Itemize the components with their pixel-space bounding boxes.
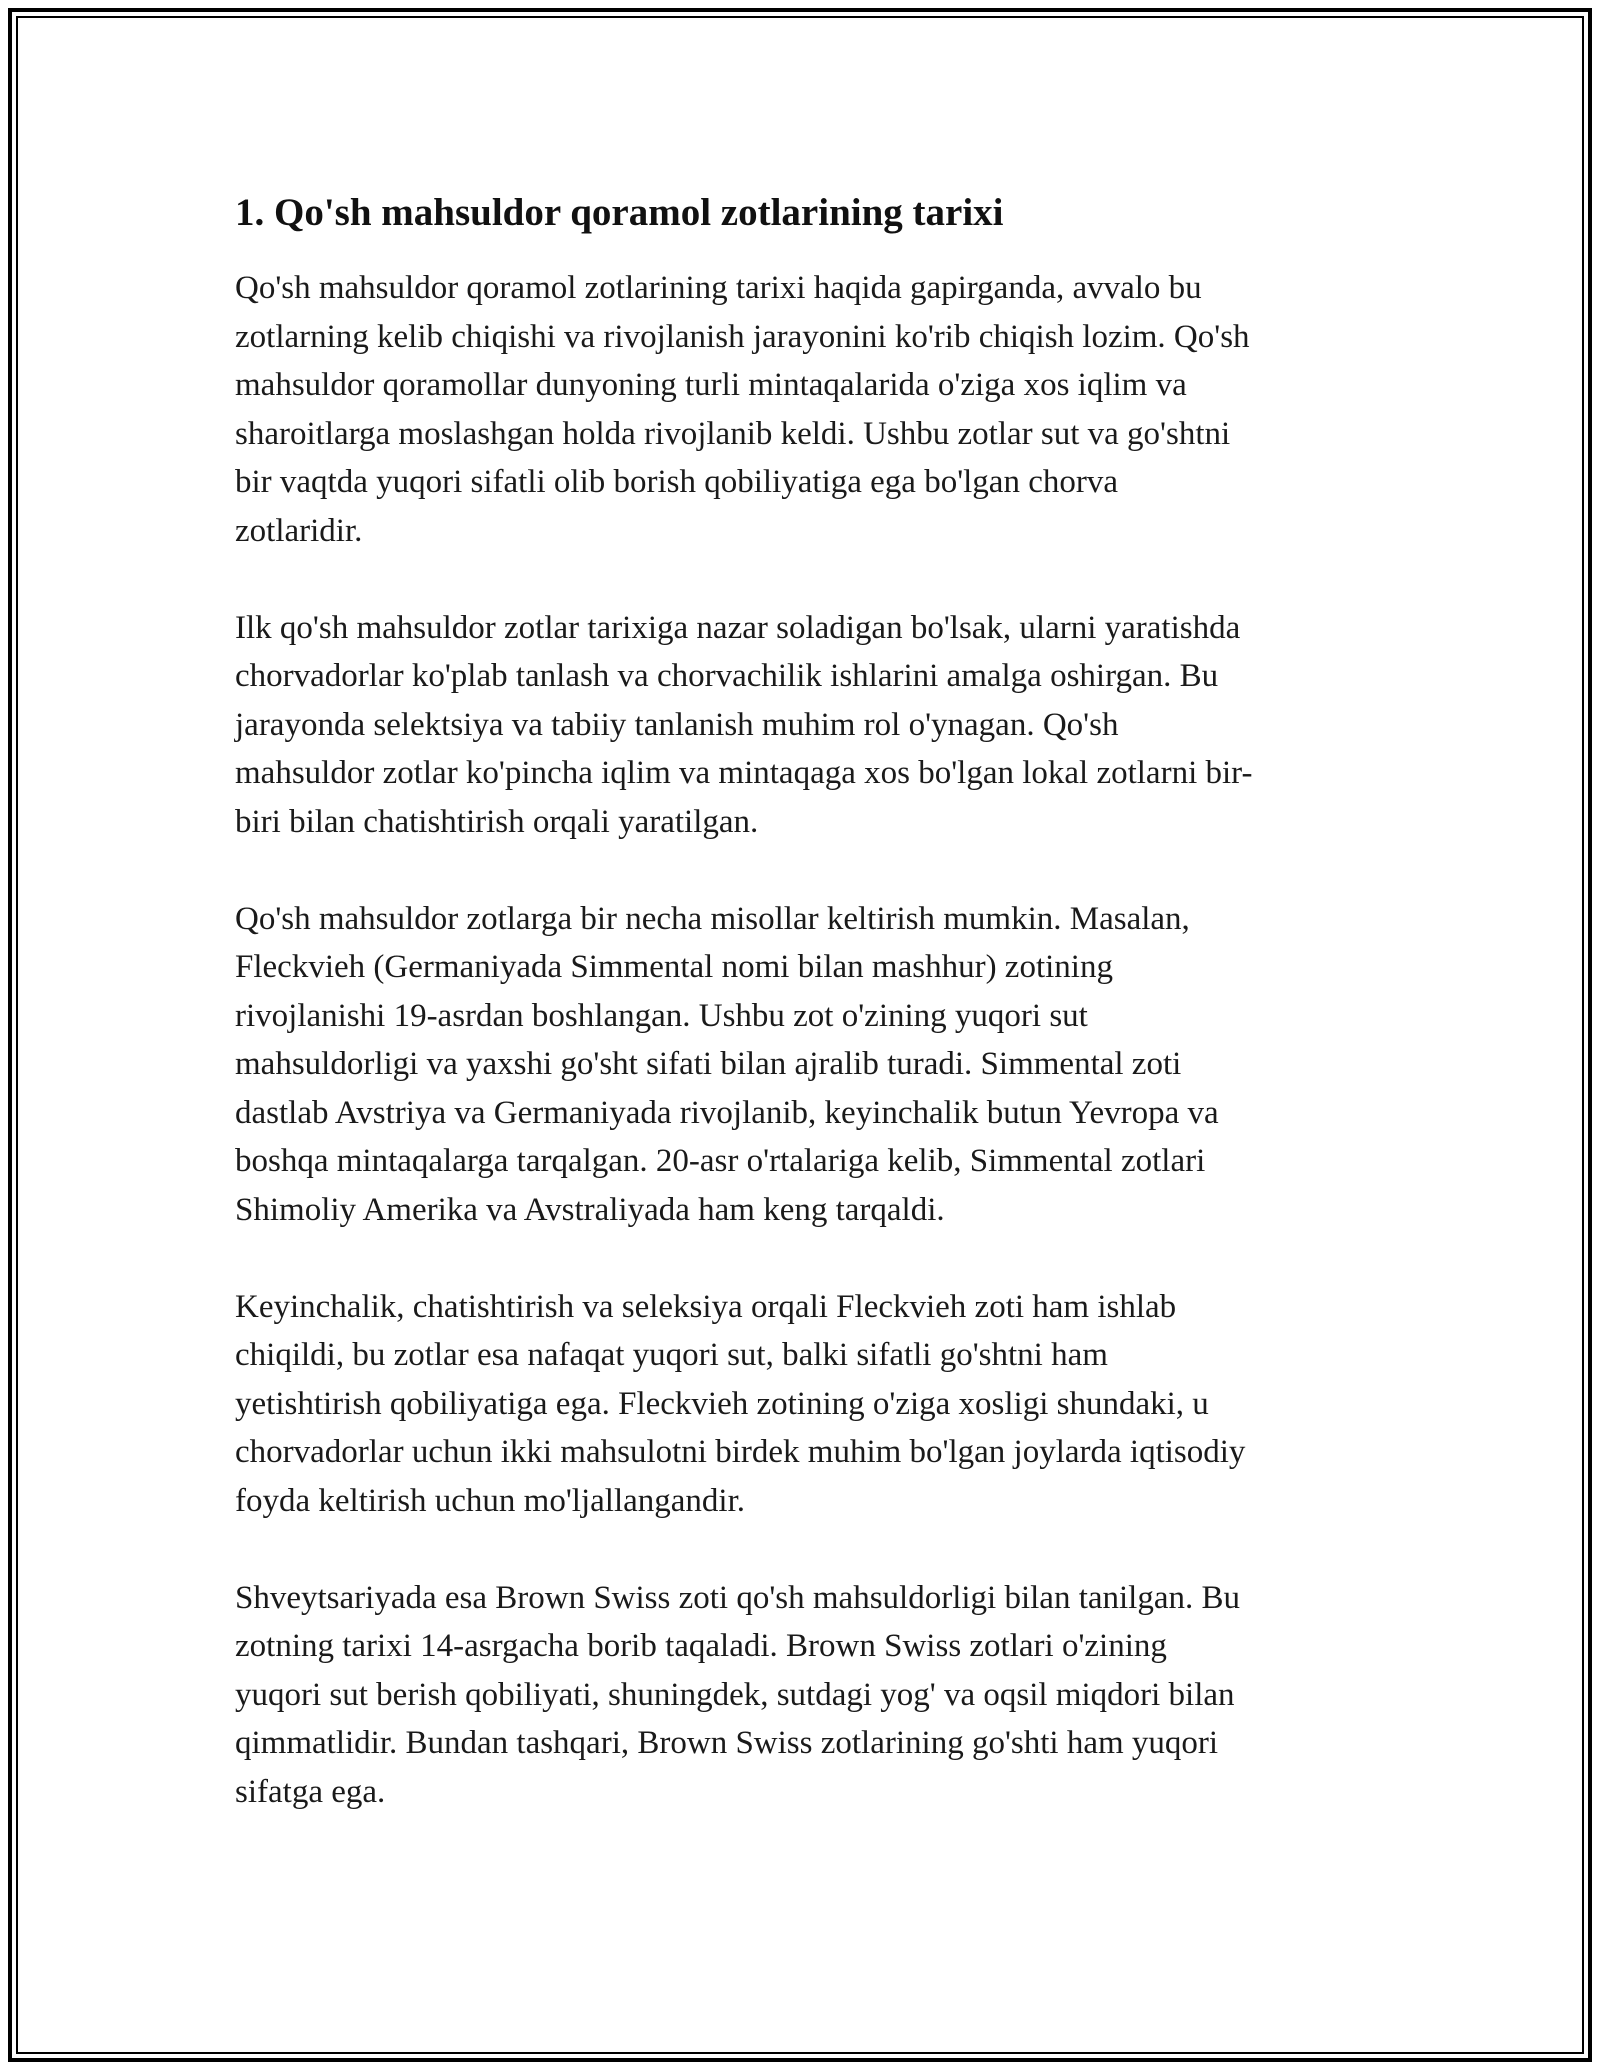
- paragraph-line: bir vaqtda yuqori sifatli olib borish qobiliyatiga ega bo'lgan chorva: [235, 464, 1118, 500]
- paragraph-line: chiqildi, bu zotlar esa nafaqat yuqori sut, balki sifatli go'shtni ham: [235, 1337, 1108, 1373]
- paragraph-line: Ilk qo'sh mahsuldor zotlar tarixiga nazar soladigan bo'lsak, ularni yaratishda: [235, 609, 1241, 646]
- paragraph-line: yetishtirish qobiliyatiga ega. Fleckvieh zotining o'ziga xosligi shundaki, u: [235, 1385, 1209, 1422]
- paragraph-line: chorvadorlar ko'plab tanlash va chorvachilik ishlarini amalga oshirgan. Bu: [235, 658, 1219, 694]
- paragraph-line: zotning tarixi 14-asrgacha borib taqaladi. Brown Swiss zotlari o'zining: [235, 1628, 1167, 1664]
- paragraph-5: [235, 1574, 1375, 1817]
- paragraph-line: yuqori sut berish qobiliyati, shuningdek, sutdagi yog' va oqsil miqdori bilan: [235, 1676, 1235, 1713]
- paragraph-line: rivojlanishi 19-asrdan boshlangan. Ushbu zot o'zining yuqori sut: [235, 997, 1088, 1034]
- paragraph-line: biri bilan chatishtirish orqali yaratilgan.: [235, 803, 759, 840]
- paragraph-line: zotlarning kelib chiqishi va rivojlanish jarayonini ko'rib chiqish lozim. Qo'sh: [235, 318, 1250, 355]
- paragraph-line: mahsuldorligi va yaxshi go'sht sifati bilan ajralib turadi. Simmental zoti: [235, 1046, 1182, 1082]
- paragraph-line: mahsuldor zotlar ko'pincha iqlim va mintaqaga xos bo'lgan lokal zotlarni bir-: [235, 755, 1253, 791]
- paragraph-line: sifatga ega.: [235, 1773, 386, 1810]
- paragraph-3: [235, 895, 1375, 1235]
- paragraph-line: foyda keltirish uchun mo'ljallangandir.: [235, 1482, 746, 1519]
- paragraph-line: mahsuldor qoramollar dunyoning turli mintaqalarida o'ziga xos iqlim va: [235, 367, 1187, 403]
- paragraph-line: sharoitlarga moslashgan holda rivojlanib keldi. Ushbu zotlar sut va go'shtni: [235, 415, 1231, 452]
- document-body: [235, 188, 1375, 1865]
- paragraph-line: Fleckvieh (Germaniyada Simmental nomi bilan mashhur) zotining: [235, 949, 1113, 985]
- paragraph-line: jarayonda selektsiya va tabiiy tanlanish muhim rol o'ynagan. Qo'sh: [235, 706, 1119, 743]
- paragraph-line: chorvadorlar uchun ikki mahsulotni birdek muhim bo'lgan joylarda iqtisodiy: [235, 1434, 1246, 1470]
- paragraph-list: [235, 264, 1375, 1816]
- paragraph-2: [235, 604, 1375, 847]
- paragraph-line: zotlaridir.: [235, 512, 363, 549]
- paragraph-line: Qo'sh mahsuldor zotlarga bir necha misollar keltirish mumkin. Masalan,: [235, 900, 1190, 937]
- paragraph-line: qimmatlidir. Bundan tashqari, Brown Swiss zotlarining go'shti ham yuqori: [235, 1725, 1219, 1761]
- paragraph-1: [235, 264, 1375, 555]
- paragraph-line: Shveytsariyada esa Brown Swiss zoti qo'sh mahsuldorligi bilan tanilgan. Bu: [235, 1579, 1241, 1616]
- paragraph-line: dastlab Avstriya va Germaniyada rivojlanib, keyinchalik butun Yevropa va: [235, 1094, 1219, 1131]
- paragraph-line: boshqa mintaqalarga tarqalgan. 20-asr o'rtalariga kelib, Simmental zotlari: [235, 1143, 1206, 1179]
- paragraph-line: Keyinchalik, chatishtirish va seleksiya orqali Fleckvieh zoti ham ishlab: [235, 1288, 1177, 1325]
- paragraph-line: Shimoliy Amerika va Avstraliyada ham keng tarqaldi.: [235, 1191, 945, 1228]
- paragraph-line: Qo'sh mahsuldor qoramol zotlarining tarixi haqida gapirganda, avvalo bu: [235, 270, 1202, 306]
- paragraph-4: [235, 1283, 1375, 1526]
- page-title: 1. Qo'sh mahsuldor qoramol zotlarining tarixi: [235, 191, 1004, 234]
